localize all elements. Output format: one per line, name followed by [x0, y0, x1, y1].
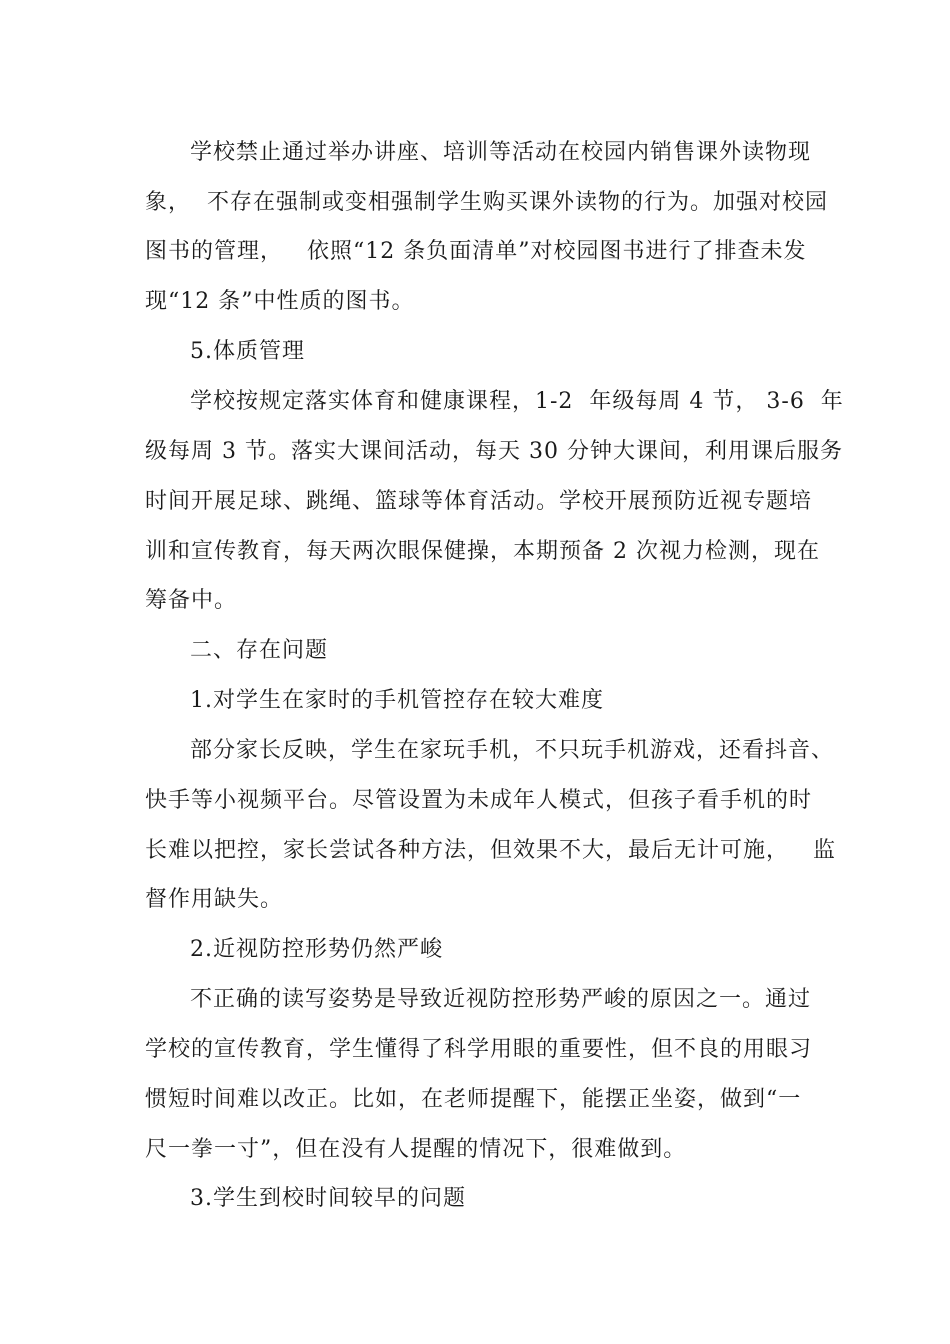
section-heading: 3.学生到校时间较早的问题 [190, 1186, 466, 1211]
paragraph-line: 惯短时间难以改正。比如，在老师提醒下，能摆正坐姿，做到“一 [145, 1087, 802, 1112]
paragraph-line: 训和宣传教育，每天两次眼保健操，本期预备 2 次视力检测，现在 [145, 539, 820, 564]
paragraph-line: 部分家长反映，学生在家玩手机，不只玩手机游戏，还看抖音、 [190, 738, 835, 763]
paragraph-line: 图书的管理， 依照“12 条负面清单”对校园图书进行了排查未发 [145, 239, 807, 264]
paragraph-line: 现“12 条”中性质的图书。 [145, 289, 415, 314]
paragraph-line: 快手等小视频平台。尽管设置为未成年人模式，但孩子看手机的时 [145, 788, 813, 813]
paragraph-line: 象， 不存在强制或变相强制学生购买课外读物的行为。加强对校园 [145, 190, 828, 215]
paragraph-line: 尺一拳一寸”，但在没有人提醒的情况下，很难做到。 [145, 1137, 687, 1162]
paragraph-line: 长难以把控，家长尝试各种方法，但效果不大，最后无计可施， 监 [145, 838, 836, 863]
paragraph-line: 时间开展足球、跳绳、篮球等体育活动。学校开展预防近视专题培 [145, 489, 813, 514]
paragraph-line: 筹备中。 [145, 588, 238, 613]
paragraph-line: 学校的宣传教育，学生懂得了科学用眼的重要性，但不良的用眼习 [145, 1037, 813, 1062]
section-heading: 2.近视防控形势仍然严峻 [190, 937, 443, 962]
paragraph-line: 级每周 3 节。落实大课间活动，每天 30 分钟大课间，利用课后服务 [145, 439, 843, 464]
paragraph-line: 学校禁止通过举办讲座、培训等活动在校园内销售课外读物现 [190, 140, 812, 165]
section-heading: 5.体质管理 [190, 339, 305, 364]
paragraph-line: 不正确的读写姿势是导致近视防控形势严峻的原因之一。通过 [190, 987, 812, 1012]
paragraph-line: 学校按规定落实体育和健康课程，1-2 年级每周 4 节， 3-6 年 [190, 389, 844, 414]
section-heading: 1.对学生在家时的手机管控存在较大难度 [190, 688, 604, 713]
paragraph-line: 督作用缺失。 [145, 887, 284, 912]
section-heading: 二、存在问题 [190, 638, 329, 663]
